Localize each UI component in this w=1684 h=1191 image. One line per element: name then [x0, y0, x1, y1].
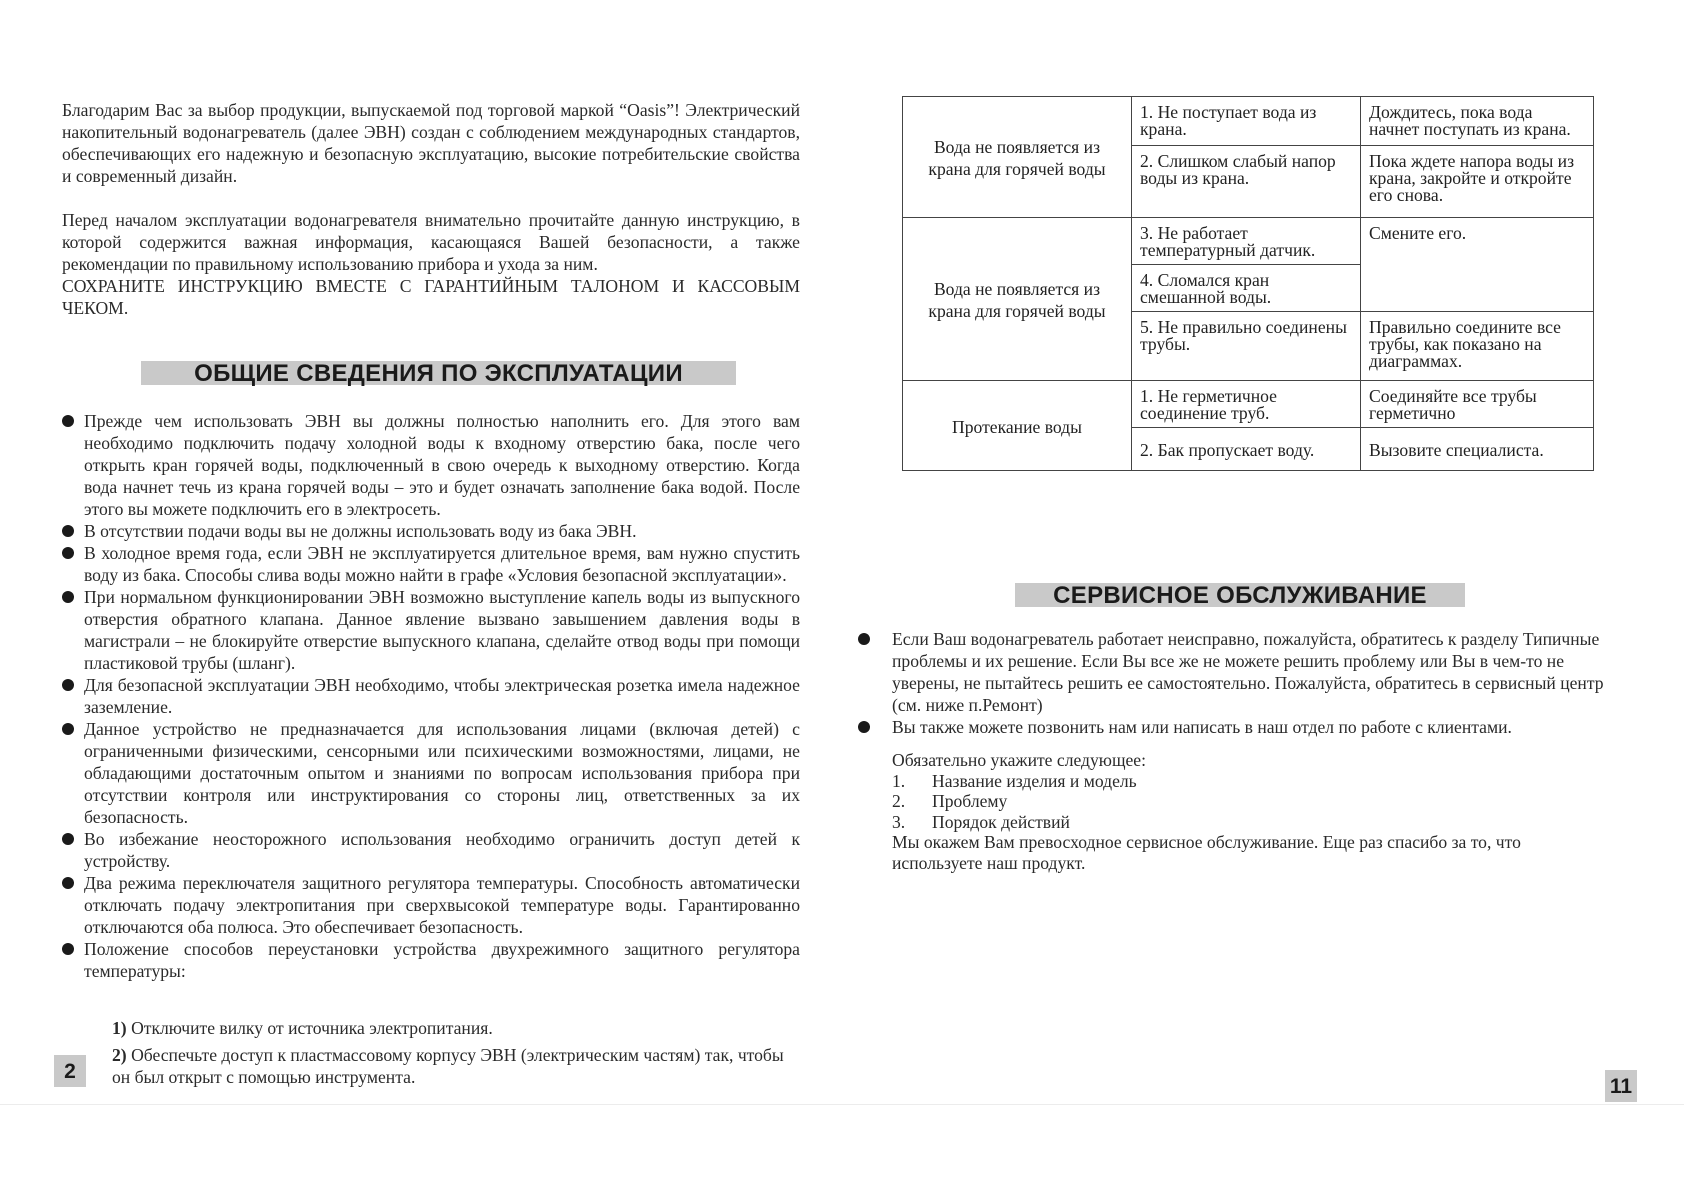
bullet-icon — [62, 591, 74, 603]
symptom-cell: Протекание воды — [903, 381, 1132, 471]
cause-cell: 3. Не работает температурный датчик. — [1132, 218, 1361, 265]
solution-cell: Пока ждете напора воды из крана, закройте и откройте его снова. — [1361, 146, 1594, 218]
bullet-icon — [62, 679, 74, 691]
specify-line: Обязательно укажите следующее: — [892, 750, 1146, 770]
list-item: 1. Название изделия и модель — [892, 770, 1137, 791]
troubleshooting-table — [902, 96, 1594, 471]
intro-paragraph-3: СОХРАНИТЕ ИНСТРУКЦИЮ ВМЕСТЕ С ГАРАНТИЙНЫМ ТАЛОНОМ И КАССОВЫМ ЧЕКОМ. — [62, 276, 800, 318]
operation-heading: ОБЩИЕ СВЕДЕНИЯ ПО ЭКСПЛУАТАЦИИ — [141, 361, 736, 385]
service-details — [892, 750, 1612, 873]
table-row — [903, 381, 1594, 428]
reset-steps — [112, 1017, 802, 1093]
cause-cell: 1. Не поступает вода из крана. — [1132, 97, 1361, 146]
bullet-icon — [62, 547, 74, 559]
bullet-icon — [62, 877, 74, 889]
service-bullet-list — [858, 628, 1618, 738]
page-number-left: 2 — [54, 1055, 86, 1087]
page-number-right: 11 — [1605, 1070, 1637, 1102]
intro-block — [62, 99, 800, 319]
page-divider — [0, 1104, 1684, 1105]
cause-cell: 2. Бак пропускает воду. — [1132, 428, 1361, 471]
solution-cell: Смените его. — [1361, 218, 1594, 312]
cause-cell: 2. Слишком слабый напор воды из крана. — [1132, 146, 1361, 218]
table-row — [903, 97, 1594, 146]
list-item: Для безопасной эксплуатации ЭВН необходимо, чтобы электрическая розетка имела надежное заземление. — [62, 674, 800, 718]
step-item: 2) Обеспечьте доступ к пластмассовому корпусу ЭВН (электрическим частям) так, чтобы он был открыт с помощью инструмента. — [112, 1045, 784, 1087]
operation-bullet-list — [62, 410, 800, 982]
list-item: В отсутствии подачи воды вы не должны использовать воду из бака ЭВН. — [62, 520, 800, 542]
bullet-icon — [62, 943, 74, 955]
bullet-icon — [62, 415, 74, 427]
bullet-icon — [858, 721, 870, 733]
list-item: 3. Порядок действий — [892, 811, 1070, 832]
list-item: Если Ваш водонагреватель работает неисправно, пожалуйста, обратитесь к разделу Типичные проблемы и их решение. Если Вы все же не можете решить проблему или Вы в чем-то не уверены, не пытайтесь решить ее самостоятельно. Пожалуйста, обратитесь в сервисный центр (см. ниже п.Ремонт) — [858, 628, 1618, 716]
bullet-icon — [858, 633, 870, 645]
service-heading: СЕРВИСНОЕ ОБСЛУЖИВАНИЕ — [1015, 583, 1465, 607]
list-item: В холодное время года, если ЭВН не эксплуатируется длительное время, вам нужно спустить воду из бака. Способы слива воды можно найти в графе «Условия безопасной эксплуатации». — [62, 542, 800, 586]
step-item: 1) Отключите вилку от источника электропитания. — [112, 1018, 493, 1038]
list-item: Во избежание неосторожного использования необходимо ограничить доступ детей к устройству. — [62, 828, 800, 872]
intro-paragraph-1: Благодарим Вас за выбор продукции, выпускаемой под торговой маркой “Oasis”! Электрический накопительный водонагреватель (далее ЭВН) создан с соблюдением международных стандартов, обеспечивающих его надежную и безопасную эксплуатацию, высокие потребительские свойства и современный дизайн. — [62, 100, 800, 186]
intro-paragraph-2: Перед началом эксплуатации водонагревателя внимательно прочитайте данную инструкцию, в которой содержится важная информация, касающаяся Вашей безопасности, а также рекомендации по правильному использованию прибора и ухода за ним. — [62, 210, 800, 274]
list-item: 2. Проблему — [892, 791, 1008, 811]
bullet-icon — [62, 833, 74, 845]
list-item: Два режима переключателя защитного регулятора температуры. Способность автоматически отключать подачу электропитания при сверхвысокой температуре воды. Гарантированно отключаются оба полюса. Это обеспечивает безопасность. — [62, 872, 800, 938]
table-row — [903, 218, 1594, 265]
list-item: Прежде чем использовать ЭВН вы должны полностью наполнить его. Для этого вам необходимо подключить подачу холодной воды к входному отверстию бака, после чего открыть кран горячей воды, подключенный в свою очередь к выходному отверстию. Когда вода начнет течь из крана горячей воды – это и будет означать заполнение бака водой. После этого вы можете подключить его в электросеть. — [62, 410, 800, 520]
bullet-icon — [62, 723, 74, 735]
symptom-cell: Вода не появляется из крана для горячей воды — [903, 218, 1132, 381]
list-item: Положение способов переустановки устройства двухрежимного защитного регулятора температуры: — [62, 938, 800, 982]
solution-cell: Вызовите специалиста. — [1361, 428, 1594, 471]
solution-cell: Дождитесь, пока вода начнет поступать из крана. — [1361, 97, 1594, 146]
cause-cell: 5. Не правильно соединены трубы. — [1132, 312, 1361, 381]
solution-cell: Соединяйте все трубы герметично — [1361, 381, 1594, 428]
closing-text: Мы окажем Вам превосходное сервисное обслуживание. Еще раз спасибо за то, что используете наш продукт. — [892, 832, 1521, 873]
cause-cell: 4. Сломался кран смешанной воды. — [1132, 265, 1361, 312]
bullet-icon — [62, 525, 74, 537]
solution-cell: Правильно соедините все трубы, как показано на диаграммах. — [1361, 312, 1594, 381]
list-item: При нормальном функционировании ЭВН возможно выступление капель воды из выпускного отверстия обратного клапана. Данное явление вызвано завышением давления воды в магистрали – не блокируйте отверстие выпускного клапана, сделайте отвод воды при помощи пластиковой трубы (шланг). — [62, 586, 800, 674]
list-item: Данное устройство не предназначается для использования лицами (включая детей) с ограниченными физическими, сенсорными или психическими возможностями, лицами, не обладающими достаточным опытом и знаниями по вопросам использования прибора при отсутствии контроля или инструктирования со стороны лиц, ответственных за их безопасность. — [62, 718, 800, 828]
list-item: Вы также можете позвонить нам или написать в наш отдел по работе с клиентами. — [858, 716, 1618, 738]
cause-cell: 1. Не герметичное соединение труб. — [1132, 381, 1361, 428]
symptom-cell: Вода не появляется из крана для горячей воды — [903, 97, 1132, 218]
